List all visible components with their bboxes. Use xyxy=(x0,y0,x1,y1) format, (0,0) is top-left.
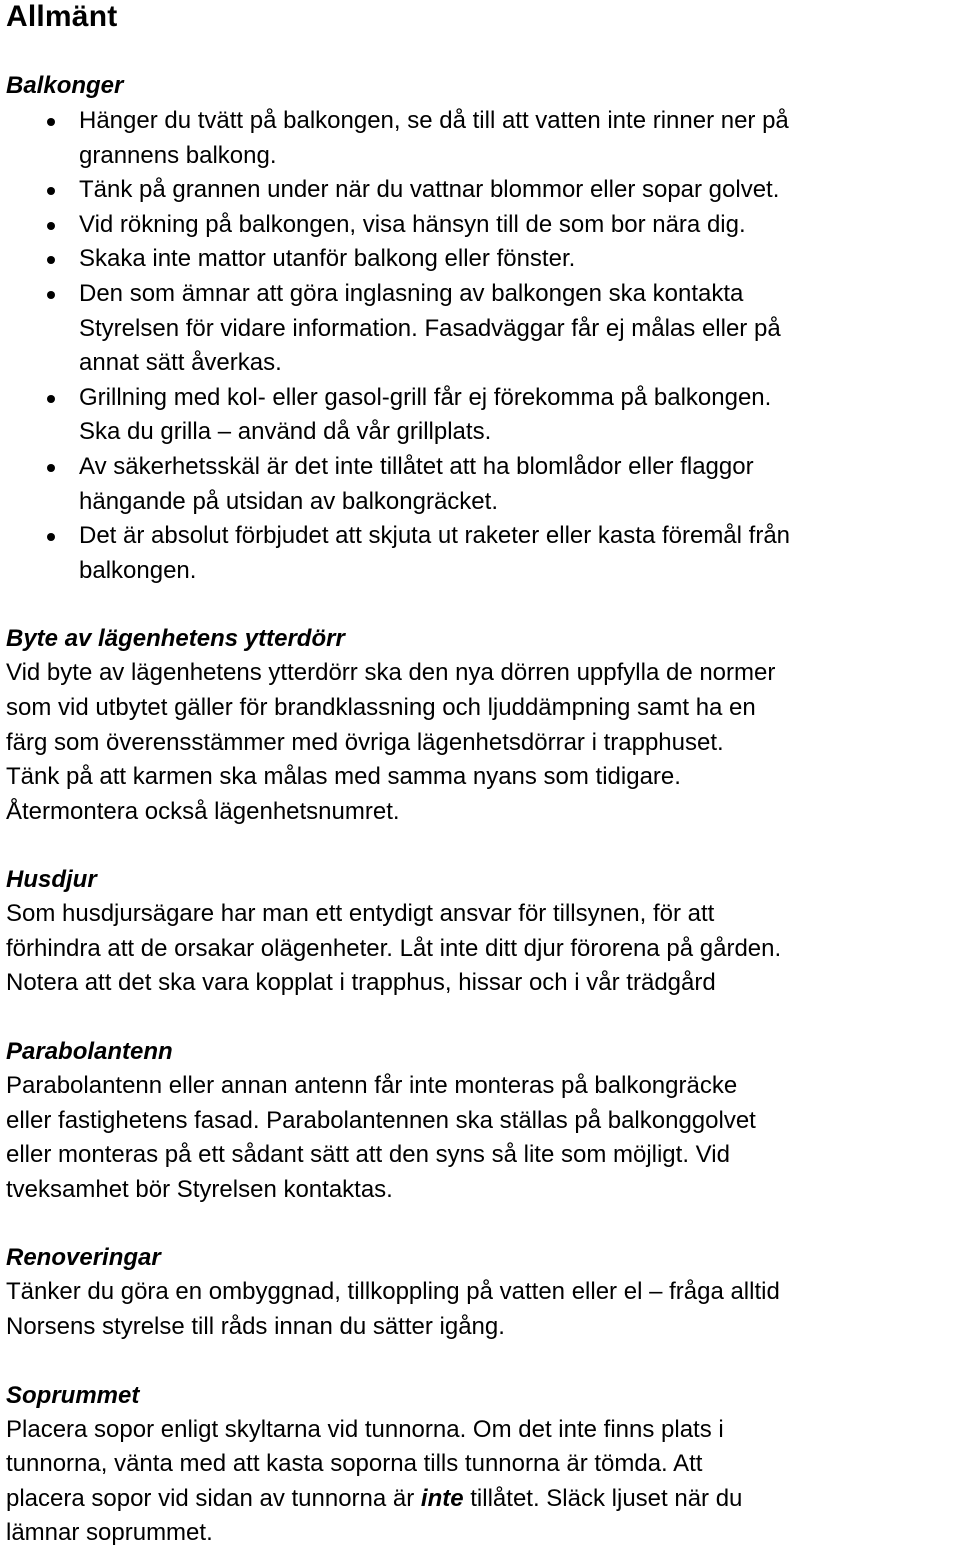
list-item-text: Skaka inte mattor utanför balkong eller fönster. xyxy=(79,245,576,273)
list-item-text: Tänk på grannen under när du vattnar blommor eller sopar golvet. xyxy=(79,176,780,204)
section-heading-husdjur: Husdjur xyxy=(6,866,97,894)
list-item-text: Grillning med kol- eller gasol-grill får ej förekomma på balkongen. xyxy=(79,383,772,411)
emphasis-text: inte xyxy=(420,1484,464,1512)
list-item-text: Styrelsen för vidare information. Fasadväggar får ej målas eller på xyxy=(79,314,781,342)
bullet-icon xyxy=(47,395,55,403)
list-item-text: annat sätt åverkas. xyxy=(79,349,282,377)
body-line: tunnorna, vänta med att kasta soporna tills tunnorna är tömda. Att xyxy=(6,1450,703,1478)
list-item-text: Den som ämnar att göra inglasning av balkongen ska kontakta xyxy=(79,279,744,307)
body-text: tillåtet. Släck ljuset när du xyxy=(463,1484,743,1512)
body-line: som vid utbytet gäller för brandklassning och ljuddämpning samt ha en xyxy=(6,693,756,721)
section-heading-soprummet: Soprummet xyxy=(6,1381,140,1409)
bullet-icon xyxy=(47,256,55,264)
list-item xyxy=(6,208,956,243)
body-line: Parabolantenn eller annan antenn får inte monteras på balkongräcke xyxy=(6,1072,738,1100)
section-husdjur xyxy=(6,863,956,1001)
list-item-text: Hänger du tvätt på balkongen, se då till att vatten inte rinner ner på xyxy=(79,107,789,134)
bullet-icon xyxy=(47,464,55,472)
bullet-icon xyxy=(47,222,55,230)
list-item-text: Av säkerhetsskäl är det inte tillåtet att ha blomlådor eller flaggor xyxy=(79,452,754,480)
section-renoveringar xyxy=(6,1241,956,1344)
section-body-parabolantenn xyxy=(6,1069,956,1207)
section-ytterdorr xyxy=(6,622,956,829)
list-item xyxy=(6,173,956,208)
body-text: placera sopor vid sidan av tunnorna är xyxy=(6,1484,421,1512)
section-body-ytterdorr xyxy=(6,656,956,829)
list-item xyxy=(6,242,956,277)
body-line: färg som överensstämmer med övriga lägenhetsdörrar i trapphuset. xyxy=(6,728,724,756)
body-line: eller fastighetens fasad. Parabolantennen ska ställas på balkonggolvet xyxy=(6,1106,756,1134)
body-line: Tänker du göra en ombyggnad, tillkoppling på vatten eller el – fråga alltid xyxy=(6,1278,780,1306)
section-heading-renoveringar: Renoveringar xyxy=(6,1244,161,1272)
bullet-icon xyxy=(47,187,55,195)
section-heading-parabolantenn: Parabolantenn xyxy=(6,1038,173,1066)
body-line: Som husdjursägare har man ett entydigt ansvar för tillsynen, för att xyxy=(6,900,715,928)
list-item xyxy=(6,450,956,519)
section-soprummet xyxy=(6,1379,956,1551)
document-page xyxy=(6,0,956,1551)
body-line xyxy=(6,1482,956,1517)
balkonger-list xyxy=(6,104,956,588)
list-item xyxy=(6,381,956,450)
bullet-icon xyxy=(47,533,55,541)
body-line: Norsens styrelse till råds innan du sätter igång. xyxy=(6,1313,505,1341)
body-line: förhindra att de orsakar olägenheter. Låt inte ditt djur förorena på gården. xyxy=(6,934,782,962)
body-line: lämnar soprummet. xyxy=(6,1519,213,1547)
list-item-text: grannens balkong. xyxy=(79,141,277,169)
list-item-text: Det är absolut förbjudet att skjuta ut raketer eller kasta föremål från xyxy=(79,522,791,550)
list-item-text: balkongen. xyxy=(79,556,197,584)
body-line: Tänk på att karmen ska målas med samma nyans som tidigare. xyxy=(6,763,681,791)
list-item-text: hängande på utsidan av balkongräcket. xyxy=(79,487,498,515)
body-line: eller monteras på ett sådant sätt att den syns så lite som möjligt. Vid xyxy=(6,1141,730,1169)
page-title: Allmänt xyxy=(6,0,118,33)
section-heading-ytterdorr: Byte av lägenhetens ytterdörr xyxy=(6,625,345,653)
list-item xyxy=(6,277,956,381)
section-parabolantenn xyxy=(6,1035,956,1207)
bullet-icon xyxy=(47,291,55,299)
section-balkonger xyxy=(6,68,956,588)
body-line: Notera att det ska vara kopplat i trapphus, hissar och i vår trädgård xyxy=(6,969,716,997)
section-body-soprummet xyxy=(6,1413,956,1551)
body-line: tveksamhet bör Styrelsen kontaktas. xyxy=(6,1175,393,1203)
list-item-text: Vid rökning på balkongen, visa hänsyn till de som bor nära dig. xyxy=(79,210,746,238)
section-body-renoveringar xyxy=(6,1275,956,1344)
body-line: Återmontera också lägenhetsnumret. xyxy=(6,797,400,825)
section-heading-balkonger: Balkonger xyxy=(6,72,124,99)
body-line: Placera sopor enligt skyltarna vid tunnorna. Om det inte finns plats i xyxy=(6,1415,724,1443)
body-line: Vid byte av lägenhetens ytterdörr ska den nya dörren uppfylla de normer xyxy=(6,659,776,687)
list-item-text: Ska du grilla – använd då vår grillplats. xyxy=(79,418,492,446)
bullet-icon xyxy=(47,118,55,126)
list-item xyxy=(6,519,956,588)
list-item xyxy=(6,104,956,173)
section-body-husdjur xyxy=(6,897,956,1001)
